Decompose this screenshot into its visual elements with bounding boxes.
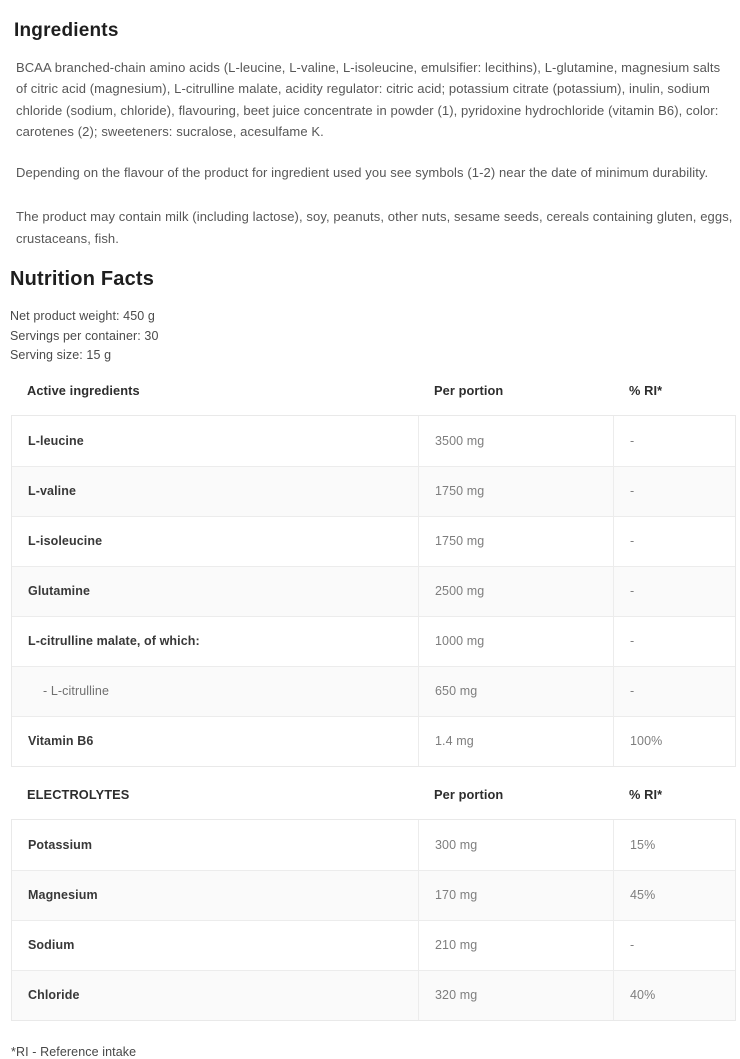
- row-ri-value: -: [613, 517, 735, 566]
- row-per-portion-value: 1000 mg: [418, 617, 613, 666]
- row-ri-value: -: [613, 467, 735, 516]
- row-name: Glutamine: [28, 584, 91, 599]
- table-row: [12, 666, 735, 716]
- row-per-portion-value: 1750 mg: [418, 467, 613, 516]
- row-name: Magnesium: [28, 888, 98, 903]
- ingredients-composition-text: BCAA branched-chain amino acids (L-leucine, L-valine, L-isoleucine, emulsifier: lecithins), L-glutamine, magnesium salts of citric acid (magnesium), L-citrulline malate, acidity regulator: citric acid; potassium citrate (potassium), inulin, sodium chloride (sodium, chloride), flavouring, beet juice concentrate in powder (1), pyridoxine hydrochloride (vitamin B6), color: carotenes (2); sweeteners: sucralose, acesulfame K.: [16, 60, 721, 139]
- row-name: Chloride: [28, 988, 80, 1003]
- table-row: [12, 716, 735, 766]
- row-ri-value: -: [613, 921, 735, 970]
- active-ingredients-table-header: [11, 379, 734, 398]
- row-ri-value: -: [613, 567, 735, 616]
- servings-per-container-text: Servings per container: 30: [10, 328, 159, 343]
- row-ri-value: 40%: [613, 971, 735, 1020]
- product-details-page: [0, 18, 740, 1059]
- row-name: L-isoleucine: [28, 534, 103, 549]
- column-header-active-ingredients: Active ingredients: [27, 382, 140, 398]
- column-header-per-portion: Per portion: [434, 786, 504, 802]
- row-ri-value: 45%: [613, 871, 735, 920]
- table-row: [12, 466, 735, 516]
- row-ri-value: -: [613, 416, 735, 466]
- flavour-note-text: Depending on the flavour of the product for ingredient used you see symbols (1-2) near the date of minimum durability.: [16, 165, 709, 181]
- active-ingredients-table: [11, 415, 736, 767]
- ingredients-heading: Ingredients: [14, 20, 119, 41]
- table-row: [12, 616, 735, 666]
- row-per-portion-value: 320 mg: [418, 971, 613, 1020]
- allergen-note-text: The product may contain milk (including lactose), soy, peanuts, other nuts, sesame seeds, cereals containing gluten, eggs, crustaceans, fish.: [16, 209, 733, 246]
- nutrition-facts-heading: Nutrition Facts: [10, 268, 155, 291]
- reference-intake-footnote: *RI - Reference intake: [11, 1044, 137, 1059]
- row-per-portion-value: 1.4 mg: [418, 717, 613, 766]
- row-ri-value: 15%: [613, 820, 735, 870]
- column-header-per-portion: Per portion: [434, 382, 504, 398]
- column-header-electrolytes: ELECTROLYTES: [27, 786, 130, 802]
- table-row: [12, 516, 735, 566]
- table-row: [12, 920, 735, 970]
- row-name: L-citrulline malate, of which:: [28, 634, 200, 649]
- electrolytes-table: [11, 819, 736, 1021]
- row-ri-value: -: [613, 617, 735, 666]
- net-weight-text: Net product weight: 450 g: [10, 309, 155, 324]
- row-name: Vitamin B6: [28, 734, 94, 749]
- row-per-portion-value: 210 mg: [418, 921, 613, 970]
- row-name: Potassium: [28, 837, 93, 852]
- row-per-portion-value: 650 mg: [418, 667, 613, 716]
- column-header-ri: % RI*: [629, 786, 663, 802]
- serving-size-text: Serving size: 15 g: [10, 348, 112, 363]
- table-row: [12, 566, 735, 616]
- serving-info: [10, 307, 735, 366]
- row-name: Sodium: [28, 938, 75, 953]
- electrolytes-table-header: [11, 783, 734, 802]
- table-row: [12, 416, 735, 466]
- table-row: [12, 970, 735, 1020]
- row-per-portion-value: 3500 mg: [418, 416, 613, 466]
- row-name: L-valine: [28, 484, 77, 499]
- row-name: L-leucine: [28, 433, 84, 448]
- row-ri-value: 100%: [613, 717, 735, 766]
- column-header-ri: % RI*: [629, 382, 663, 398]
- table-row: [12, 870, 735, 920]
- row-per-portion-value: 170 mg: [418, 871, 613, 920]
- table-row: [12, 820, 735, 870]
- row-per-portion-value: 1750 mg: [418, 517, 613, 566]
- row-name: - L-citrulline: [43, 684, 109, 699]
- row-per-portion-value: 2500 mg: [418, 567, 613, 616]
- row-ri-value: -: [613, 667, 735, 716]
- row-per-portion-value: 300 mg: [418, 820, 613, 870]
